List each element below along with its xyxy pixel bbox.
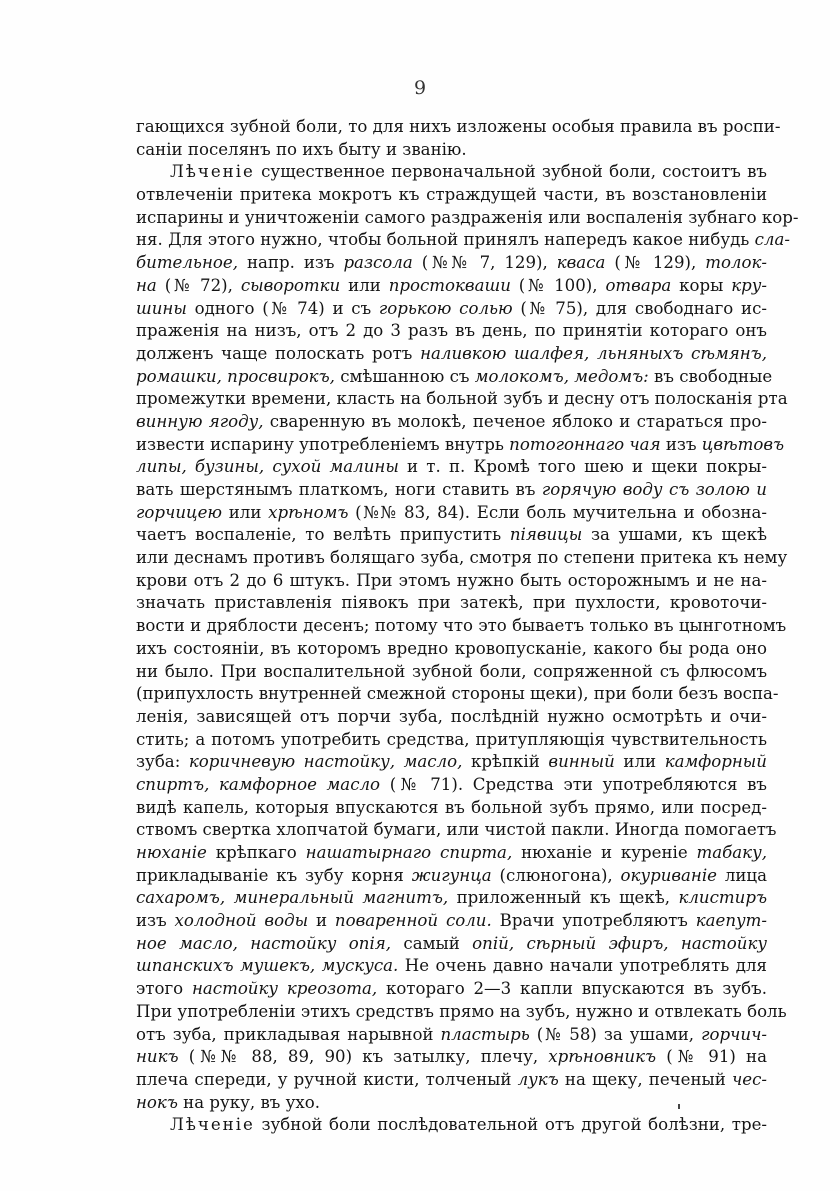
text-run: гающихся зубной боли, то для нихъ изложены особыя правила въ роспи- <box>136 117 781 136</box>
text-line <box>136 184 767 207</box>
text-run: сваренную въ молокѣ, печеное яблоко и стараться про- <box>263 411 767 431</box>
text-line <box>136 615 787 638</box>
text-line <box>136 229 790 252</box>
text-run: нюханіе и куреніе <box>512 843 697 862</box>
text-run: (№№ 7, 129), <box>412 253 557 273</box>
italic-term: отвара <box>605 275 672 295</box>
text-run: (№ 91) на <box>656 1047 767 1067</box>
page-number: 9 <box>413 77 427 99</box>
text-run: промежутки времени, класть на больной зубъ и десну отъ полосканія рта <box>136 389 788 409</box>
italic-term: горячую воду съ золою и <box>541 480 767 499</box>
text-line <box>136 139 767 162</box>
italic-term: холодной воды <box>174 911 309 931</box>
text-line <box>136 161 767 184</box>
italic-term: чес- <box>731 1069 767 1089</box>
italic-term: никъ <box>136 1047 179 1067</box>
text-run: на руку, въ ухо. <box>177 1092 321 1112</box>
text-line <box>136 819 777 842</box>
text-line <box>136 774 767 797</box>
text-line <box>136 842 767 865</box>
text-line <box>136 1001 787 1024</box>
text-run: изъ <box>660 434 702 454</box>
text-run: (№№ 83, 84). Если боль мучительна и обозна- <box>348 502 767 522</box>
text-run: и т. п. Кромѣ того шею и щеки покры- <box>398 457 767 477</box>
text-line <box>136 547 788 570</box>
italic-term: винную ягоду, <box>136 411 264 431</box>
text-run: крови отъ 2 до 6 штукъ. При этомъ нужно быть осторожнымъ и не на- <box>136 570 767 590</box>
italic-term: піявицы <box>509 525 583 545</box>
italic-term: ное масло, настойку опія, <box>136 933 392 953</box>
text-run: крѣпкаго <box>206 843 306 862</box>
text-run: (№ 100), <box>510 275 606 295</box>
italic-term: настойку креозота, <box>191 979 378 999</box>
text-line <box>136 910 767 933</box>
italic-term: хрѣномъ <box>268 502 349 522</box>
text-run: ихъ состояніи, въ которомъ вредно кровопусканіе, какого бы рода оно <box>136 638 767 658</box>
text-run: видѣ капель, которыя впускаются въ больной зубъ прямо, или посред- <box>136 797 767 817</box>
italic-term: простоквашu <box>388 275 511 295</box>
text-run: смѣшанною съ <box>334 366 475 386</box>
italic-term: толок- <box>705 253 768 273</box>
text-run: отъ зуба, прикладывая нарывной <box>136 1024 441 1044</box>
text-run: и <box>308 911 335 931</box>
text-run: или деснамъ противъ болящаго зуба, смотря по степени притека къ нему <box>136 548 788 568</box>
text-line <box>136 456 767 479</box>
text-line <box>136 955 767 978</box>
text-run: праженія на низъ, отъ 2 до 3 разъ въ день, по принятіи котораго онъ <box>136 321 767 341</box>
italic-term: коричневую настойку, масло, <box>188 752 463 772</box>
text-line <box>136 683 779 706</box>
text-line <box>136 479 767 502</box>
text-run: изъ <box>136 911 175 931</box>
text-line <box>136 207 799 230</box>
italic-term: цвѣтовъ <box>701 434 785 454</box>
text-line <box>136 502 767 525</box>
text-run: (№ 71). Средства эти употребляются въ <box>380 774 767 794</box>
italic-term: кваса <box>556 253 606 273</box>
text-run: (№ 72), <box>156 275 241 295</box>
italic-term: сахаромъ, минеральный магнитъ, <box>136 888 449 908</box>
text-run: долженъ чаще полоскать ротъ <box>136 343 421 363</box>
italic-term: горчич- <box>701 1024 767 1044</box>
text-run: (№ 129), <box>605 253 706 273</box>
text-run: ствомъ свертка хлопчатой бумаги, или чистой пакли. Иногда помогаетъ <box>136 820 777 840</box>
text-line <box>136 592 767 615</box>
italic-term: спиртъ, камфорное масло <box>136 774 381 794</box>
text-run: или <box>340 275 389 295</box>
text-run: испарины и уничтоженіи самого раздраженія или воспаленія зубнаго кор- <box>136 207 799 227</box>
italic-term: каепут- <box>695 911 768 931</box>
text-line <box>136 729 767 752</box>
text-line <box>136 116 781 139</box>
text-run: лица <box>717 865 767 885</box>
text-line <box>136 275 767 298</box>
italic-term: ромашки, просвирокъ, <box>136 366 335 386</box>
text-run: вать шерстянымъ платкомъ, ноги ставить въ <box>136 480 542 499</box>
text-run: напр. изъ <box>238 253 344 273</box>
italic-term: наливкою шалфея, льняныхъ сѣмянъ, <box>420 343 767 363</box>
spaced-heading-word: Лѣчeнiе <box>170 162 255 182</box>
text-line <box>136 797 767 820</box>
text-line <box>136 978 767 1001</box>
text-line <box>136 366 773 389</box>
text-run: зуба: <box>136 752 189 772</box>
text-line <box>136 706 767 729</box>
italic-term: шпанскихъ мушекъ, мускуса. <box>136 956 399 976</box>
text-line <box>136 570 767 593</box>
italic-term: лукъ <box>517 1069 559 1089</box>
italic-term: нюханіе <box>136 843 207 862</box>
text-run: въ свободные <box>648 366 773 386</box>
italic-term: опій, сѣрный эфиръ, настойку <box>472 933 767 953</box>
italic-term: бительное, <box>136 253 238 273</box>
text-run: отвлеченіи притека мокротъ къ страждущей части, въ возстановленіи <box>136 185 767 205</box>
text-line <box>136 411 767 434</box>
text-line <box>136 1114 767 1137</box>
italic-term: камфорный <box>664 752 767 772</box>
text-line <box>136 933 767 956</box>
italic-term: окуриваніе <box>620 865 717 885</box>
italic-term: сыворотки <box>240 275 341 295</box>
text-line <box>136 887 767 910</box>
italic-term: нокъ <box>136 1092 178 1112</box>
text-run: или <box>222 502 269 522</box>
italic-term: табаку, <box>696 843 767 862</box>
text-run: (слюногона), <box>491 865 621 885</box>
text-line <box>136 252 767 275</box>
spaced-heading-word: Лѣчeнiе <box>170 1115 255 1135</box>
body-text <box>136 116 799 1137</box>
text-run: При употребленіи этихъ средствъ прямо на зубъ, нужно и отвлекать боль <box>136 1001 787 1021</box>
text-run: ня. Для этого нужно, чтобы больной принялъ напередъ какое нибудь <box>136 230 755 250</box>
text-run: чаетъ воспаленіе, то велѣть припустить <box>136 525 510 545</box>
text-line <box>136 865 767 888</box>
text-run: стить; а потомъ употребить средства, притупляющія чувствительность <box>136 729 767 749</box>
italic-term: молокомъ, медомъ: <box>474 366 649 386</box>
text-run: (№№ 88, 89, 90) къ затылку, плечу, <box>178 1047 549 1067</box>
text-run: крѣпкій <box>462 752 549 772</box>
italic-term: хрѣновникъ <box>548 1047 657 1067</box>
italic-term: разсола <box>343 253 413 273</box>
italic-term: клистиръ <box>678 888 768 908</box>
italic-term: поваренной соли. <box>334 911 492 931</box>
text-run: коры <box>671 275 732 295</box>
text-run: за ушами, къ щекѣ <box>582 525 768 545</box>
text-run: (припухлость внутренней смежной стороны щеки), при боли безъ воспа- <box>136 684 779 704</box>
text-line <box>136 524 767 547</box>
italic-term: горчицею <box>136 502 223 522</box>
text-run: этого <box>136 979 192 999</box>
text-line <box>136 661 767 684</box>
text-line <box>136 320 767 343</box>
text-run: зубной боли послѣдовательной отъ другой болѣзни, тре- <box>254 1115 767 1135</box>
text-run: Врачи употребляютъ <box>491 911 696 931</box>
text-line <box>136 298 767 321</box>
italic-term: пластырь <box>440 1024 530 1044</box>
ink-speck <box>678 1104 680 1109</box>
italic-term: на <box>136 275 157 295</box>
text-run: значать приставленія піявокъ при затекѣ, при пухлости, кровоточи- <box>136 593 767 613</box>
text-line <box>136 434 785 457</box>
text-run: (№ 58) за ушами, <box>529 1024 702 1044</box>
text-run: плеча спереди, у ручной кисти, толченый <box>136 1069 518 1089</box>
text-line <box>136 1092 767 1115</box>
text-run: ленія, зависящей отъ порчи зуба, послѣдній нужно осмотрѣть и очи- <box>136 706 767 726</box>
text-run: прикладываніе къ зубу корня <box>136 865 412 885</box>
italic-term: шины <box>136 298 187 318</box>
text-line <box>136 1046 767 1069</box>
text-run: извести испарину употребленіемъ внутрь <box>136 434 510 454</box>
text-run: ни было. При воспалительной зубной боли, сопряженной съ флюсомъ <box>136 661 767 681</box>
text-line <box>136 751 767 774</box>
text-run: или <box>614 752 665 772</box>
italic-term: сла- <box>754 230 790 250</box>
text-run: (№ 75), для свободнаго ис- <box>512 298 767 318</box>
text-run: одного (№ 74) и съ <box>186 298 379 318</box>
italic-term: горькою солью <box>378 298 513 318</box>
italic-term: липы, бузины, сухой малины <box>136 457 399 477</box>
text-line <box>136 388 788 411</box>
text-line <box>136 343 767 366</box>
text-run: самый <box>391 933 473 953</box>
text-run: котораго 2—3 капли впускаются въ зубъ. <box>377 979 767 999</box>
text-run: на щеку, печеный <box>558 1069 732 1089</box>
text-run: саніи поселянъ по ихъ быту и званію. <box>136 139 467 159</box>
text-run: вости и дряблости деcенъ; потому что это бываетъ только въ цынготномъ <box>136 616 787 636</box>
italic-term: потогоннаго чая <box>509 434 661 454</box>
italic-term: кру- <box>731 275 767 295</box>
text-line <box>136 1024 767 1047</box>
text-run: существенное первоначальной зубной боли, состоитъ въ <box>254 162 767 182</box>
italic-term: нашатырнаго спирта, <box>305 843 513 862</box>
text-run: Не очень давно начали употреблять для <box>398 956 767 976</box>
text-run: приложенный къ щекѣ, <box>448 888 679 908</box>
italic-term: винный <box>548 752 615 772</box>
italic-term: жигунца <box>411 865 492 885</box>
text-line <box>136 1069 767 1092</box>
text-line <box>136 638 767 661</box>
